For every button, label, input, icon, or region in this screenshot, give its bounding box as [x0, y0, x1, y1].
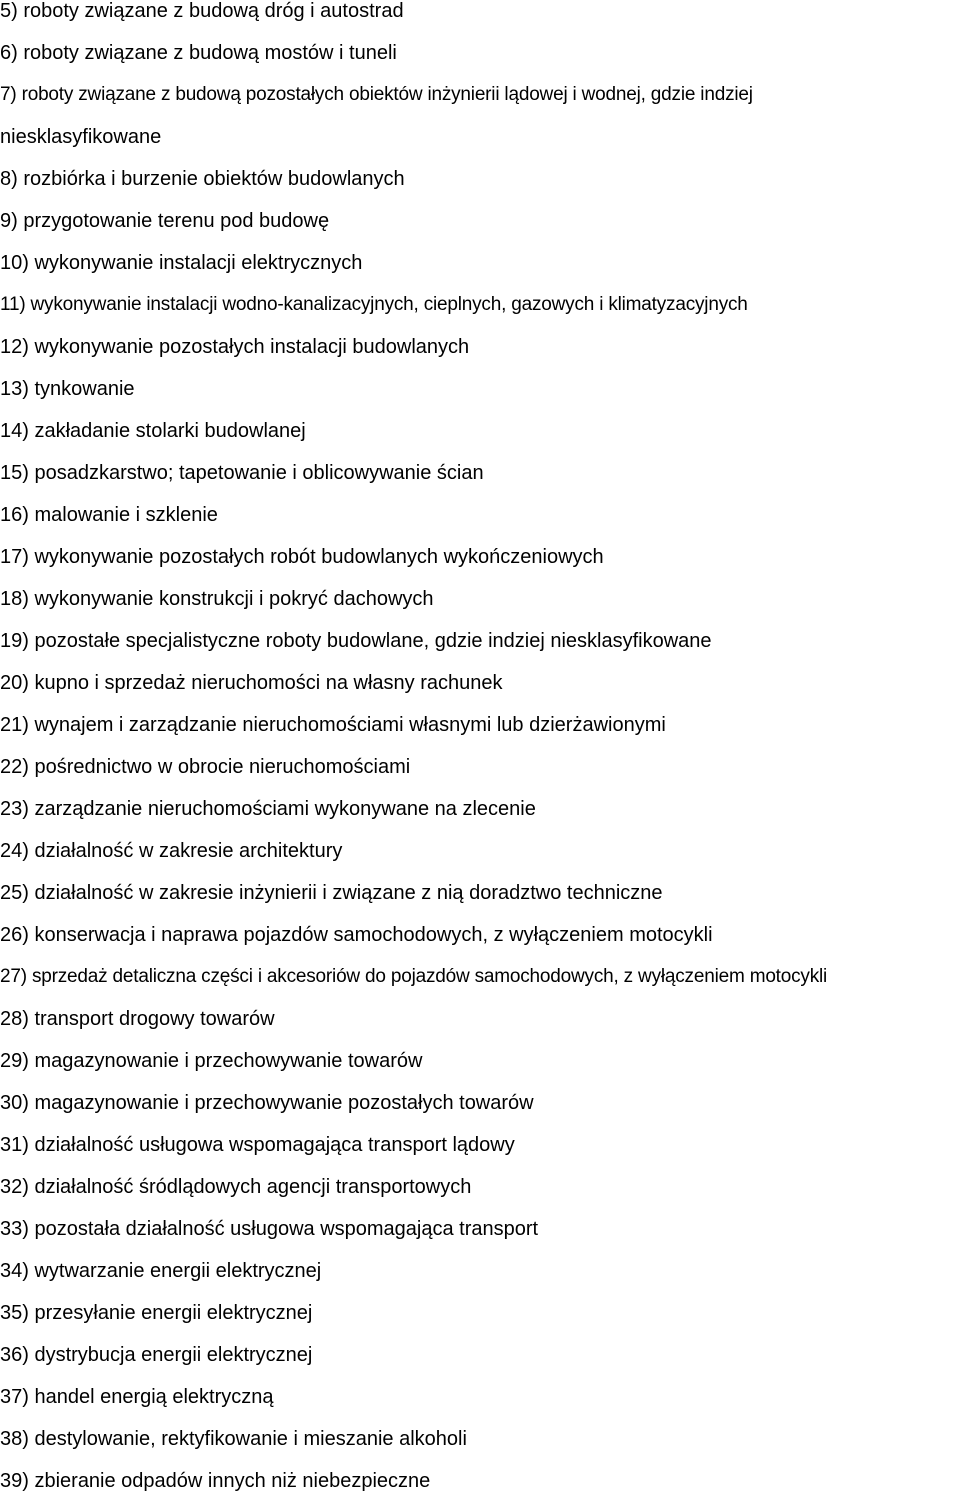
list-item: 7) roboty związane z budową pozostałych obiektów inżynierii lądowej i wodnej, gdzie indziej	[0, 84, 753, 105]
list-item: 37) handel energią elektryczną	[0, 1386, 274, 1408]
list-item: 24) działalność w zakresie architektury	[0, 840, 343, 862]
list-item: 29) magazynowanie i przechowywanie towarów	[0, 1050, 423, 1072]
list-item: 13) tynkowanie	[0, 378, 135, 400]
list-item: 28) transport drogowy towarów	[0, 1008, 275, 1030]
list-item: 21) wynajem i zarządzanie nieruchomościami własnymi lub dzierżawionymi	[0, 714, 666, 736]
list-item: 19) pozostałe specjalistyczne roboty budowlane, gdzie indziej niesklasyfikowane	[0, 630, 712, 652]
list-item: 17) wykonywanie pozostałych robót budowlanych wykończeniowych	[0, 546, 604, 568]
list-item: 32) działalność śródlądowych agencji transportowych	[0, 1176, 472, 1198]
list-item: 18) wykonywanie konstrukcji i pokryć dachowych	[0, 588, 434, 610]
list-item: 30) magazynowanie i przechowywanie pozostałych towarów	[0, 1092, 534, 1114]
list-item-continuation: niesklasyfikowane	[0, 126, 162, 148]
list-item: 10) wykonywanie instalacji elektrycznych	[0, 252, 363, 274]
list-item: 22) pośrednictwo w obrocie nieruchomościami	[0, 756, 411, 778]
list-item: 16) malowanie i szklenie	[0, 504, 218, 526]
list-item: 11) wykonywanie instalacji wodno-kanalizacyjnych, cieplnych, gazowych i klimatyzacyjnych	[0, 294, 748, 315]
list-item: 14) zakładanie stolarki budowlanej	[0, 420, 306, 442]
list-item: 34) wytwarzanie energii elektrycznej	[0, 1260, 322, 1282]
list-item: 27) sprzedaż detaliczna części i akcesoriów do pojazdów samochodowych, z wyłączeniem motocykli	[0, 966, 828, 987]
list-item: 12) wykonywanie pozostałych instalacji budowlanych	[0, 336, 470, 358]
list-item: 26) konserwacja i naprawa pojazdów samochodowych, z wyłączeniem motocykli	[0, 924, 713, 946]
list-item: 20) kupno i sprzedaż nieruchomości na własny rachunek	[0, 672, 503, 694]
list-item: 25) działalność w zakresie inżynierii i związane z nią doradztwo techniczne	[0, 882, 663, 904]
list-item: 8) rozbiórka i burzenie obiektów budowlanych	[0, 168, 405, 190]
list-item: 6) roboty związane z budową mostów i tuneli	[0, 42, 397, 64]
list-item: 35) przesyłanie energii elektrycznej	[0, 1302, 313, 1324]
list-item: 31) działalność usługowa wspomagająca transport lądowy	[0, 1134, 515, 1156]
list-item: 15) posadzkarstwo; tapetowanie i oblicowywanie ścian	[0, 462, 484, 484]
list-item: 38) destylowanie, rektyfikowanie i mieszanie alkoholi	[0, 1428, 467, 1450]
list-item: 39) zbieranie odpadów innych niż niebezpieczne	[0, 1470, 431, 1492]
list-item: 5) roboty związane z budową dróg i autostrad	[0, 0, 404, 22]
list-item: 36) dystrybucja energii elektrycznej	[0, 1344, 313, 1366]
list-item: 33) pozostała działalność usługowa wspomagająca transport	[0, 1218, 539, 1240]
list-item: 9) przygotowanie terenu pod budowę	[0, 210, 330, 232]
list-item: 23) zarządzanie nieruchomościami wykonywane na zlecenie	[0, 798, 536, 820]
